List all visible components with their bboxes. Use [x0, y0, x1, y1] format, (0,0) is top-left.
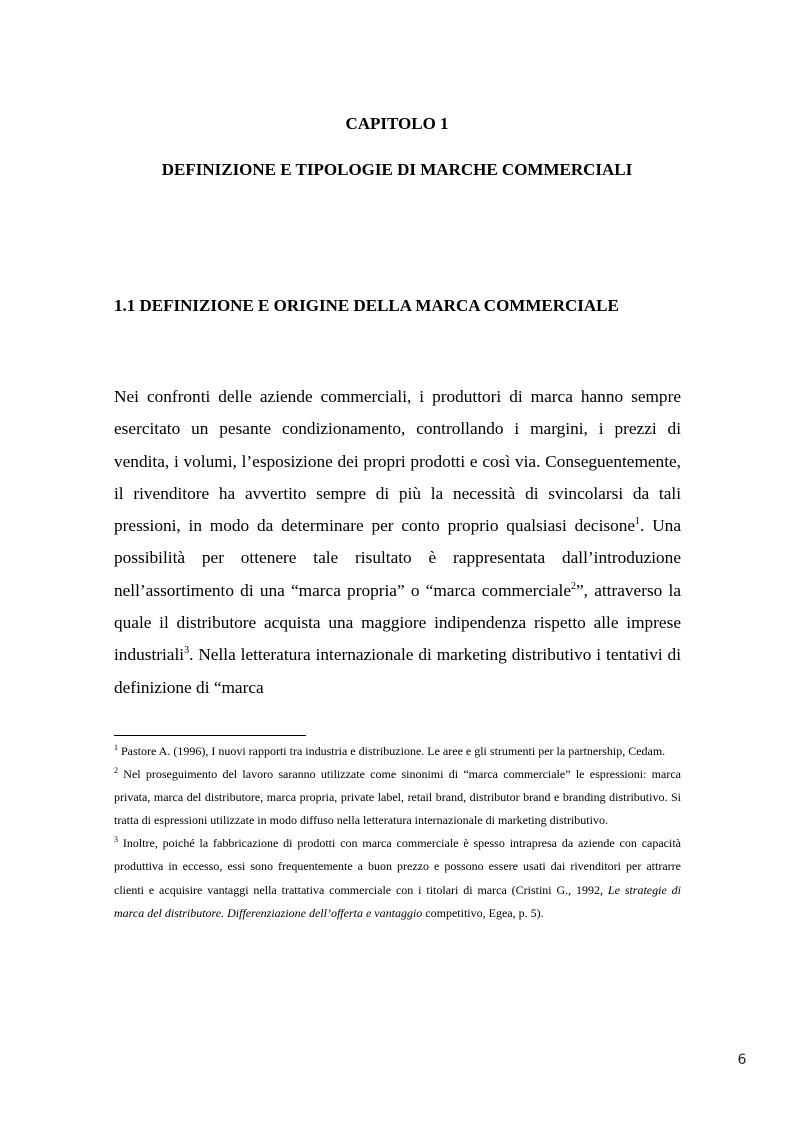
footnote-2: [114, 763, 681, 832]
footnote-ref-1: 1: [635, 516, 641, 528]
body-text-segment: . Nella letteratura internazionale di marketing distributivo i tentativi di definizione di “marca: [114, 645, 681, 697]
body-text-segment: ”, attraverso la quale il distributore acquista una maggiore indipendenza rispetto alle imprese industriali: [114, 580, 681, 665]
footnote-number: 3: [114, 835, 118, 845]
body-text-segment: . Una possibilità per ottenere tale risultato è rappresentata dall’introduzione nell’assortimento di una “marca propria” o “marca commerciale: [114, 516, 681, 600]
footnote-number: 2: [114, 766, 118, 776]
chapter-title: DEFINIZIONE E TIPOLOGIE DI MARCHE COMMERCIALI: [161, 160, 633, 179]
footnote-3: [114, 832, 681, 924]
footnote-text: Inoltre, poiché la fabbricazione di prodotti con marca commerciale è spesso intrapresa da aziende con capacità produttiva in eccesso, essi sono frequentemente a buon prezzo e possono essere usati dai rivenditori per attrarre clienti e acquisire vantaggi nella trattativa commerciale con i titolari di marca (Cristini G., 1992,: [114, 836, 681, 897]
section-title: 1.1 DEFINIZIONE E ORIGINE DELLA MARCA COMMERCIALE: [114, 296, 619, 315]
footnote-text: Nel proseguimento del lavoro saranno utilizzate come sinonimi di “marca commerciale” le espressioni: marca privata, marca del distributore, marca propria, private label, retail brand, distributor brand e branding distributivo. Si tratta di espressioni utilizzate in modo diffuso nella letteratura internazionale di marketing distributivo.: [114, 767, 681, 828]
page-number: 6: [737, 1052, 747, 1068]
footnote-number: 1: [114, 743, 118, 752]
footnote-separator: [114, 735, 306, 736]
cited-title: Le strategie di marca del distributore. Differenziazione dell’offerta e vantaggio: [114, 882, 681, 920]
body-text-segment: Nei confronti delle aziende commerciali, i produttori di marca hanno sempre esercitato un pesante condizionamento, controllando i margini, i prezzi di vendita, i volumi, l’esposizione dei propri prodotti e così via. Conseguentemente, il rivenditore ha avvertito sempre di più la necessità di svincolarsi da tali pressioni, in modo da determinare per conto proprio qualsiasi decisone: [114, 387, 681, 536]
footnote-1: [114, 740, 681, 763]
body-paragraph: [114, 381, 681, 704]
footnote-text: Pastore A. (1996), I nuovi rapporti tra industria e distribuzione. Le aree e gli strumenti per la partnership, Cedam.: [118, 744, 666, 758]
footnote-text: competitivo, Egea, p. 5).: [422, 905, 544, 920]
footnote-ref-3: 3: [184, 645, 190, 657]
footnote-ref-2: 2: [571, 580, 576, 592]
footnotes: [114, 740, 681, 925]
chapter-label: CAPITOLO 1: [345, 114, 449, 133]
